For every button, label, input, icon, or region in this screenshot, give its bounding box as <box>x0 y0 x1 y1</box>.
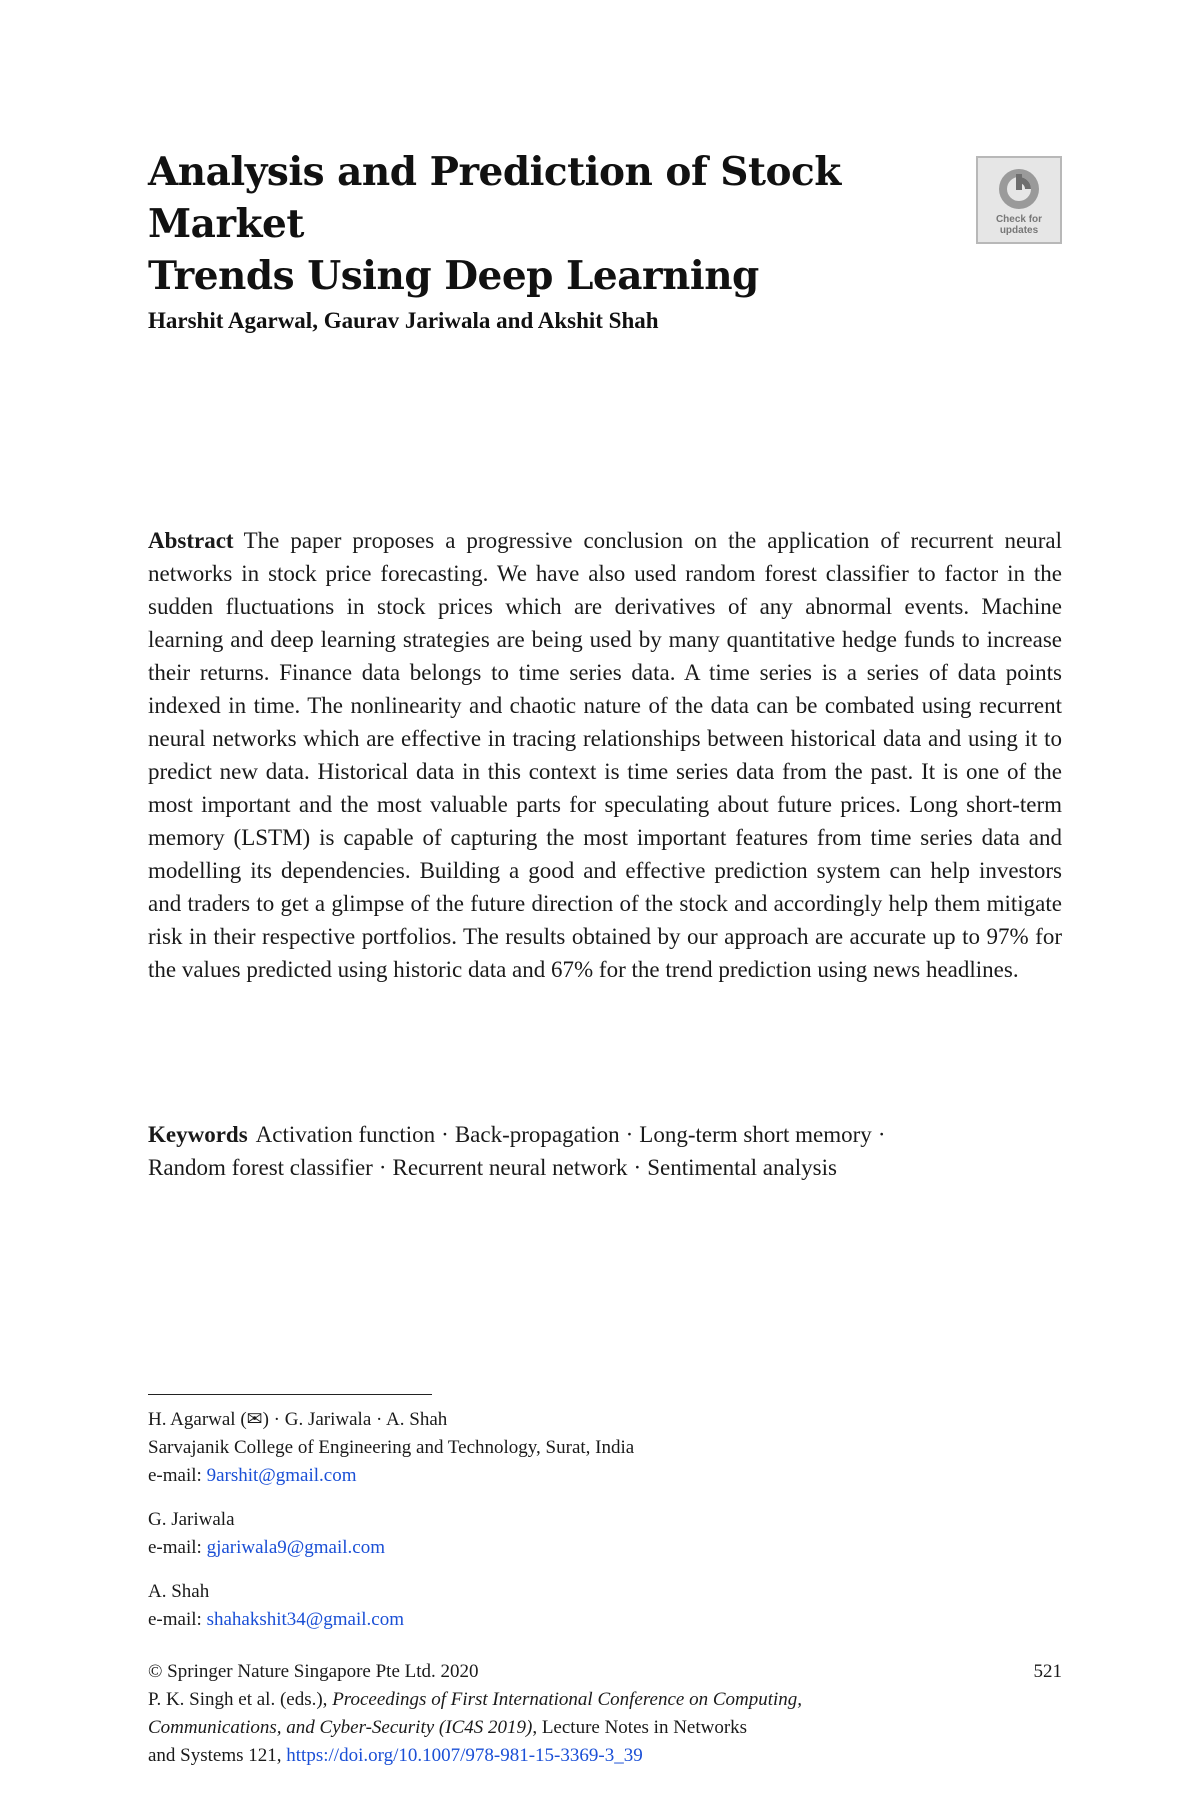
keywords-paragraph <box>148 1118 1062 1184</box>
citation-line-3 <box>148 1742 1062 1770</box>
keyword-item: Back-propagation <box>454 1122 620 1147</box>
affiliation-name: G. Jariwala <box>148 1509 235 1530</box>
affiliation-institution: Sarvajanik College of Engineering and Technology, Surat, India <box>148 1437 635 1458</box>
proceedings-title: Proceedings of First International Conference on Computing, <box>332 1689 803 1710</box>
title-line-1: Analysis and Prediction of Stock Market <box>148 149 841 247</box>
affiliation-email-line <box>148 1462 1048 1490</box>
affiliation-block-2 <box>148 1506 1048 1562</box>
affiliation-email-line <box>148 1534 1048 1562</box>
email-link[interactable]: 9arshit@gmail.com <box>206 1465 357 1486</box>
affiliation-name: A. Shah <box>148 1581 210 1602</box>
copyright-line: © Springer Nature Singapore Pte Ltd. 2020 <box>148 1661 479 1682</box>
editors-text: P. K. Singh et al. (eds.), <box>148 1689 333 1710</box>
keyword-item: Activation function <box>255 1122 436 1147</box>
check-for-updates-badge[interactable] <box>976 156 1062 244</box>
keyword-item: Long-term short memory <box>639 1122 872 1147</box>
abstract-text: The paper proposes a progressive conclusion on the application of recurrent neural networks in stock price forecasting. We have also used random forest classifier to factor in the sudden fluctuations in stock prices which are derivatives of any abnormal events. Machine learning and deep learning strategies are being used by many quantitative hedge funds to increase their returns. Finance data belongs to time series data. A time series is a series of data points indexed in time. The nonlinearity and chaotic nature of the data can be combated using recurrent neural networks which are effective in tracing relationships between historical data and using it to predict new data. Historical data in this context is time series data from the past. It is one of the most important and the most valuable parts for speculating about future prices. Long short-term memory (LSTM) is capable of capturing the most important features from time series data and modelling its dependencies. Building a good and effective prediction system can help investors and traders to get a glimpse of the future direction of the stock and accordingly help them mitigate risk in their respective portfolios. The results obtained by our approach are accurate up to 97% for the values predicted using historic data and 67% for the trend prediction using news headlines. <box>148 528 1062 982</box>
badge-label: Check for updates <box>995 214 1043 236</box>
doi-link[interactable]: https://doi.org/10.1007/978-981-15-3369-3_39 <box>286 1745 643 1766</box>
abstract-heading: Abstract <box>148 528 234 553</box>
series-text: , Lecture Notes in Networks <box>532 1717 748 1738</box>
email-label: e-mail: <box>148 1609 207 1630</box>
keyword-item: Sentimental analysis <box>647 1155 837 1180</box>
affiliation-email-line <box>148 1606 1048 1634</box>
author-list: Harshit Agarwal, Gaurav Jariwala and Akshit Shah <box>148 308 659 333</box>
publication-footer <box>148 1658 1062 1770</box>
footnote-rule <box>148 1394 432 1395</box>
update-ring-icon <box>994 164 1044 214</box>
email-label: e-mail: <box>148 1465 207 1486</box>
email-link[interactable]: shahakshit34@gmail.com <box>206 1609 405 1630</box>
affiliation-names: H. Agarwal (✉) · G. Jariwala · A. Shah <box>148 1409 448 1430</box>
email-label: e-mail: <box>148 1537 207 1558</box>
email-link[interactable]: gjariwala9@gmail.com <box>206 1537 385 1558</box>
abstract-paragraph <box>148 524 1062 986</box>
title-line-2: Trends Using Deep Learning <box>148 253 759 299</box>
affiliation-block-1 <box>148 1406 1048 1490</box>
paper-title <box>148 146 928 302</box>
affiliation-block-3 <box>148 1578 1048 1634</box>
series-text-cont: and Systems 121, <box>148 1745 287 1766</box>
keyword-separator: · <box>378 1155 387 1180</box>
keywords-heading: Keywords <box>148 1122 248 1147</box>
citation-line-1 <box>148 1686 1062 1714</box>
keyword-separator: · <box>877 1122 886 1147</box>
proceedings-title-cont: Communications, and Cyber-Security (IC4S 2019) <box>148 1717 533 1738</box>
keyword-item: Recurrent neural network <box>392 1155 628 1180</box>
page-number: 521 <box>1033 1661 1062 1682</box>
keyword-separator: · <box>441 1122 449 1147</box>
keyword-separator: · <box>633 1155 642 1180</box>
keyword-item: Random forest classifier <box>148 1155 373 1180</box>
citation-line-2 <box>148 1714 1062 1742</box>
keyword-separator: · <box>625 1122 634 1147</box>
